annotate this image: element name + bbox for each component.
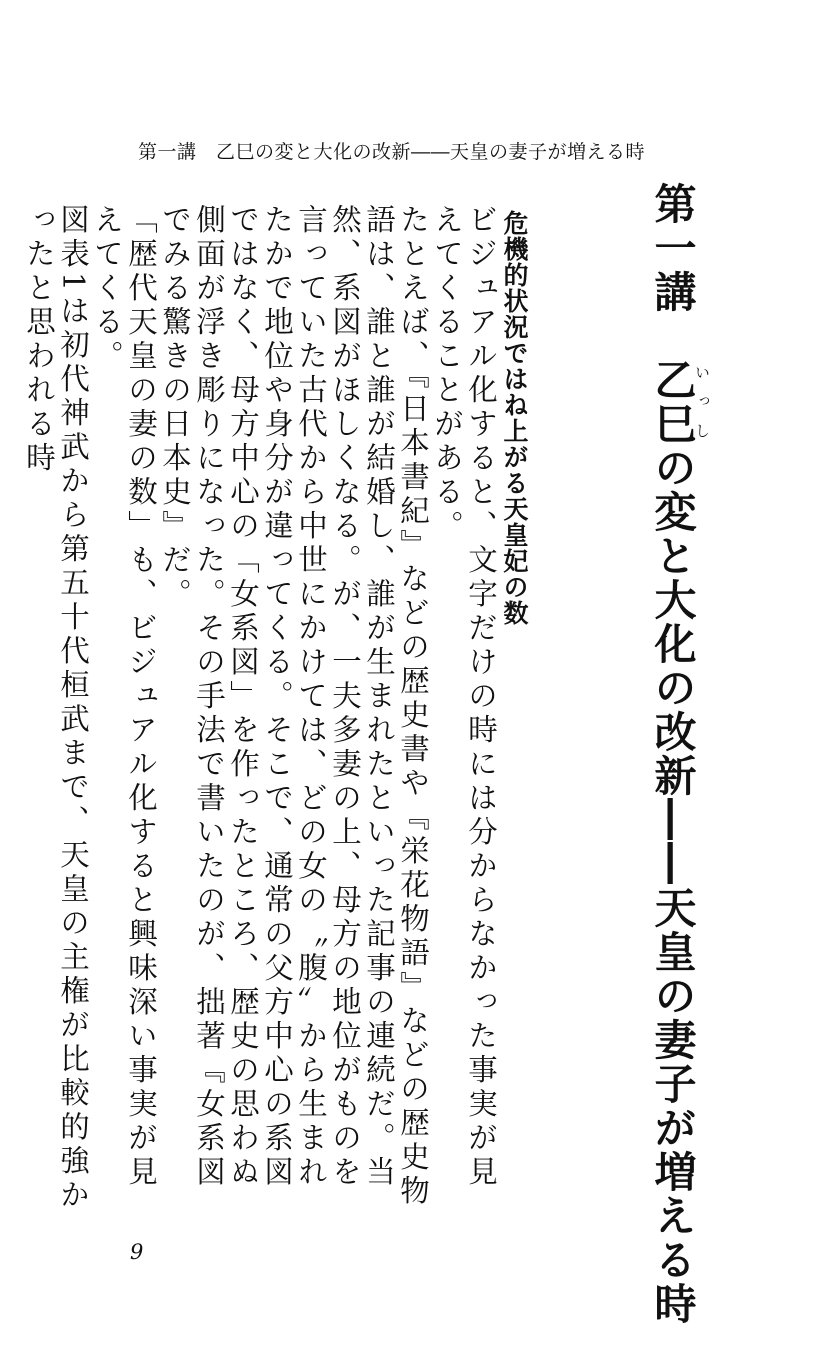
- chapter-title: [648, 182, 710, 1326]
- chapter-title-ruby: 乙巳いっし: [648, 358, 711, 446]
- body-text: [22, 204, 498, 1214]
- running-header: 第一講 乙巳の変と大化の改新――天皇の妻子が増える時: [137, 141, 645, 163]
- chapter-title-rest: の変と大化の改新――天皇の妻子が増える時: [648, 446, 698, 1326]
- page-number: 9: [130, 1240, 144, 1264]
- paragraph: 「歴代天皇の妻の数」も、ビジュアル化すると興味深い事実が見えてくる。: [90, 204, 158, 1190]
- chapter-number: 第一講: [648, 182, 698, 314]
- section-heading: 危機的状況ではね上がる天皇妃の数: [500, 210, 529, 626]
- paragraph: 図表1は初代神武から第五十代桓武まで、天皇の主権が比較的強かったと思われる時: [22, 204, 90, 1214]
- paragraph: たとえば、『日本書紀』などの歴史書や『栄花物語』などの歴史物語は、誰と誰が結婚し、誰が生まれたといった記事の連続だ。当然、系図がほしくなる。が、一夫多妻の上、母方の地位がものを言っていた古代から中世にかけては、どの女の〝腹〟から生まれたかで地位や身分が違ってくる。そこで、通常の父方中心の系図ではなく、母方中心の「女系図」を作ったところ、歴史の思わぬ側面が浮き彫りになった。その手法で書いたのが、拙著『女系図でみる驚きの日本史』だ。: [158, 204, 430, 1210]
- paragraph: ビジュアル化すると、文字だけの時には分からなかった事実が見えてくることがある。: [430, 204, 498, 1190]
